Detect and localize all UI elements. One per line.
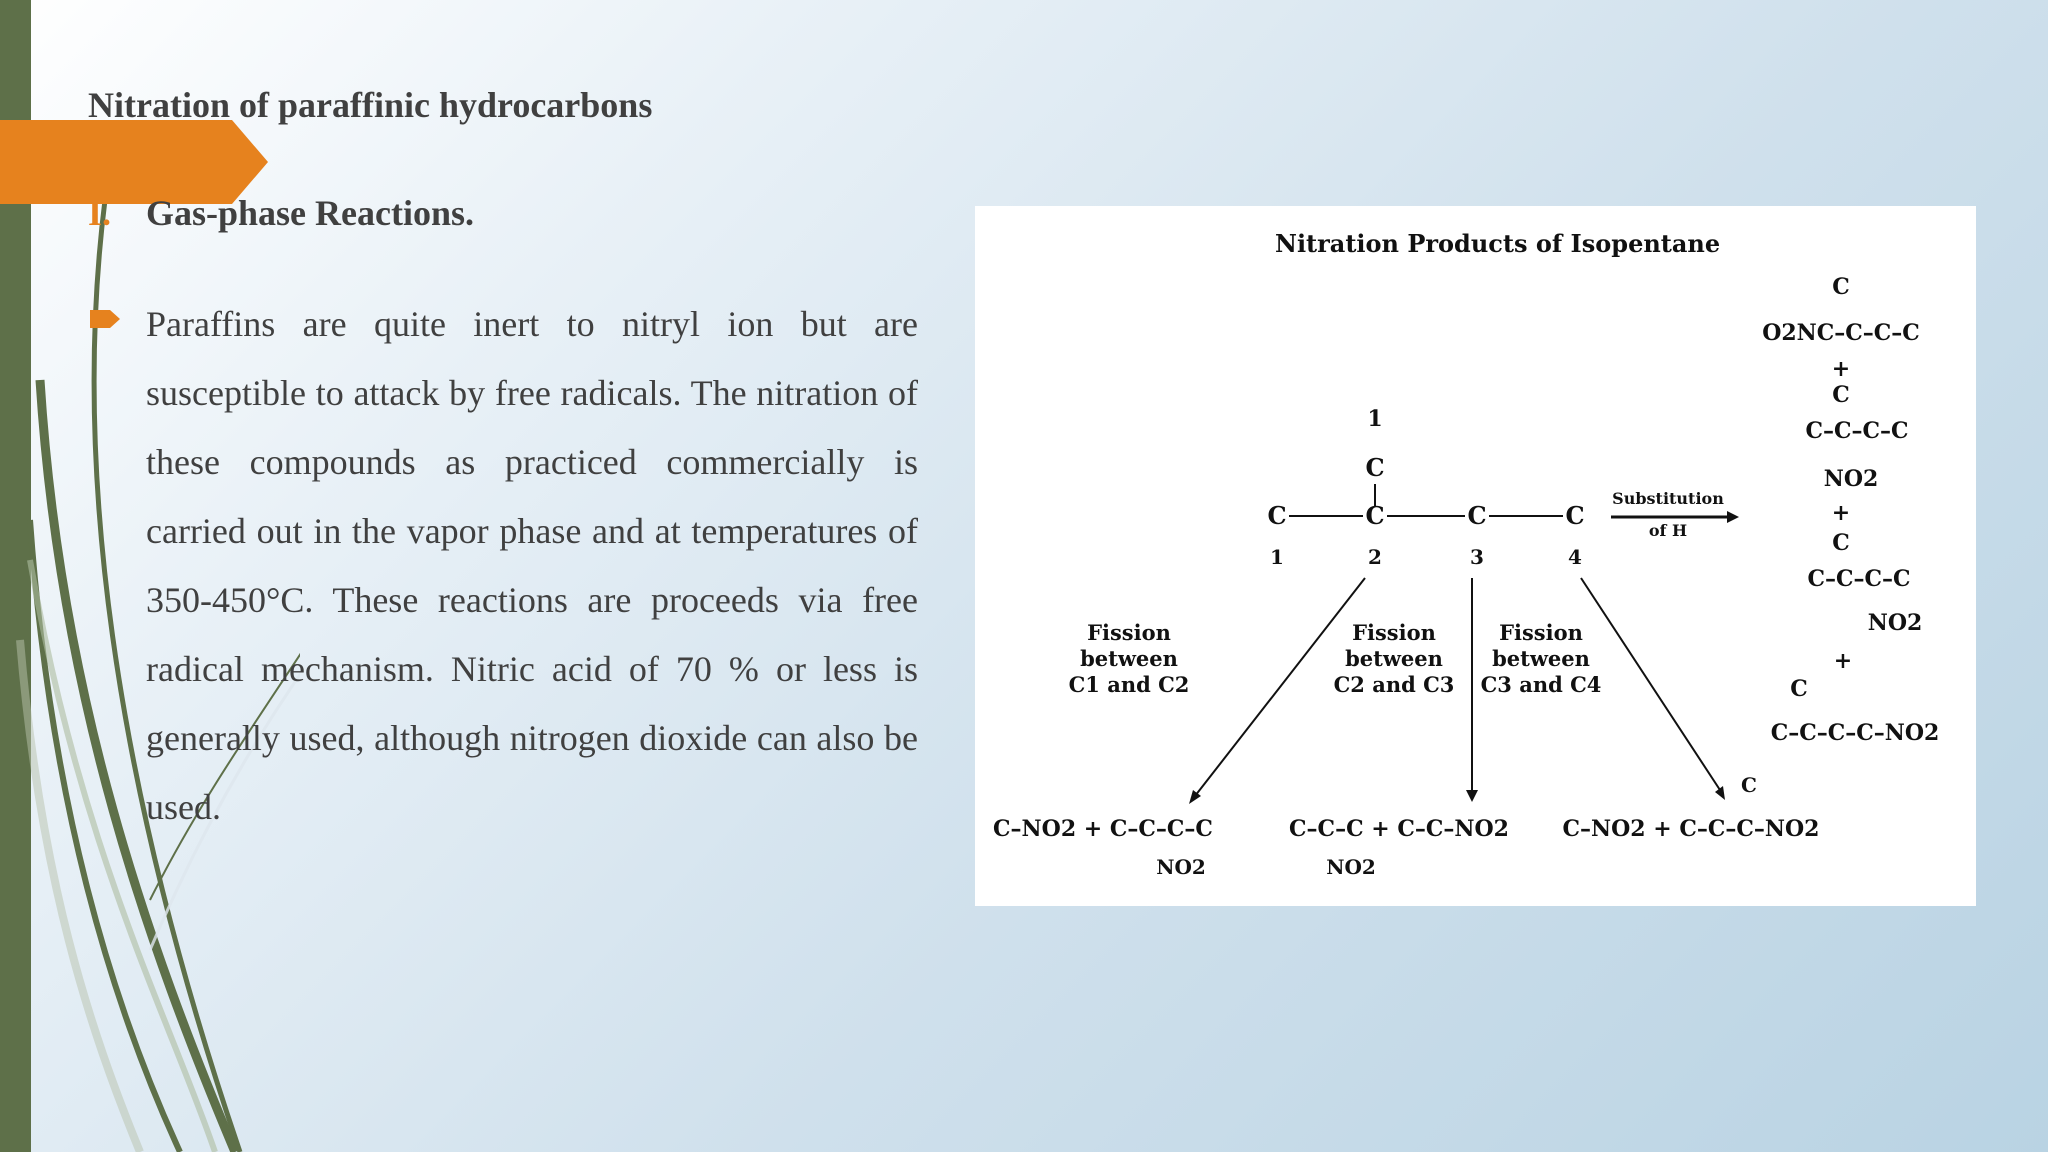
svg-text:O2NC–C–C–C: O2NC–C–C–C <box>1762 320 1920 346</box>
atom-number-3: 3 <box>1470 545 1484 569</box>
svg-text:C–C–C–C: C–C–C–C <box>1805 418 1909 444</box>
product-1-no2: NO2 <box>1156 855 1206 879</box>
svg-text:NO2: NO2 <box>1867 610 1923 636</box>
slide-title: Nitration of paraffinic hydrocarbons <box>88 85 653 125</box>
svg-text:C: C <box>1790 676 1808 702</box>
svg-text:C: C <box>1832 382 1850 408</box>
svg-text:C1 and C2: C1 and C2 <box>1068 672 1190 697</box>
svg-text:between: between <box>1345 646 1443 671</box>
svg-text:Fission: Fission <box>1087 620 1171 645</box>
substitution-label: Substitution <box>1612 489 1724 508</box>
svg-text:C–C–C–C: C–C–C–C <box>1807 566 1911 592</box>
main-chain <box>1267 501 1584 530</box>
diagram-title: Nitration Products of Isopentane <box>1275 229 1721 258</box>
svg-text:+: + <box>1833 648 1853 674</box>
product-2: C–C–C + C–C–NO2 <box>1289 816 1509 842</box>
svg-text:between: between <box>1492 646 1590 671</box>
body-paragraph: Paraffins are quite inert to nitryl ion but are susceptible to attack by free radicals. The nitration of these compounds as practiced commercially is carried out in the vapor phase and at temperatures of 350-450°C. These reactions are proceeds via free radical mechanism. Nitric acid of 70 % or less is generally used, although nitrogen dioxide can also be used. <box>146 304 918 827</box>
svg-text:C2 and C3: C2 and C3 <box>1333 672 1455 697</box>
svg-text:between: between <box>1080 646 1178 671</box>
atom-c3: C <box>1467 501 1487 530</box>
svg-text:Fission: Fission <box>1352 620 1436 645</box>
atom-number-4: 4 <box>1568 545 1582 569</box>
substitution-arrowhead <box>1727 511 1739 523</box>
svg-text:C–C–C–C–NO2: C–C–C–C–NO2 <box>1770 720 1940 746</box>
svg-text:C: C <box>1832 530 1850 556</box>
section-title: Gas-phase Reactions. <box>146 193 475 233</box>
product-3: C–NO2 + C–C–C–NO2 <box>1562 816 1820 842</box>
diagram-canvas <box>975 206 1976 906</box>
product-2-no2: NO2 <box>1326 855 1376 879</box>
product-3-branch: C <box>1741 773 1757 797</box>
atom-number-2: 2 <box>1368 545 1382 569</box>
svg-text:NO2: NO2 <box>1823 466 1879 492</box>
svg-text:+: + <box>1831 500 1851 526</box>
bullet-arrow-icon <box>90 310 120 328</box>
fission-1 <box>1069 620 1190 697</box>
products-right <box>1762 274 1939 746</box>
atom-c4: C <box>1565 501 1585 530</box>
atom-number-top: 1 <box>1367 406 1383 432</box>
svg-text:C: C <box>1832 274 1850 300</box>
svg-text:C3 and C4: C3 and C4 <box>1480 672 1602 697</box>
atom-c2: C <box>1365 501 1385 530</box>
section-number: I. <box>88 193 112 233</box>
substitution-label-2: of H <box>1648 521 1688 540</box>
nitration-diagram <box>975 206 1976 906</box>
arrowhead-2 <box>1466 790 1478 802</box>
svg-text:+: + <box>1831 356 1851 382</box>
atom-number-1: 1 <box>1270 545 1284 569</box>
fission-3 <box>1481 620 1602 697</box>
product-1: C–NO2 + C–C–C–C <box>993 816 1213 842</box>
atom-branch-c: C <box>1365 453 1385 482</box>
fission-2 <box>1334 620 1455 697</box>
arrowhead-3 <box>1715 786 1725 800</box>
arrow-fission-3 <box>1581 578 1720 790</box>
atom-c1: C <box>1267 501 1287 530</box>
section-heading <box>88 192 474 234</box>
svg-text:Fission: Fission <box>1499 620 1583 645</box>
